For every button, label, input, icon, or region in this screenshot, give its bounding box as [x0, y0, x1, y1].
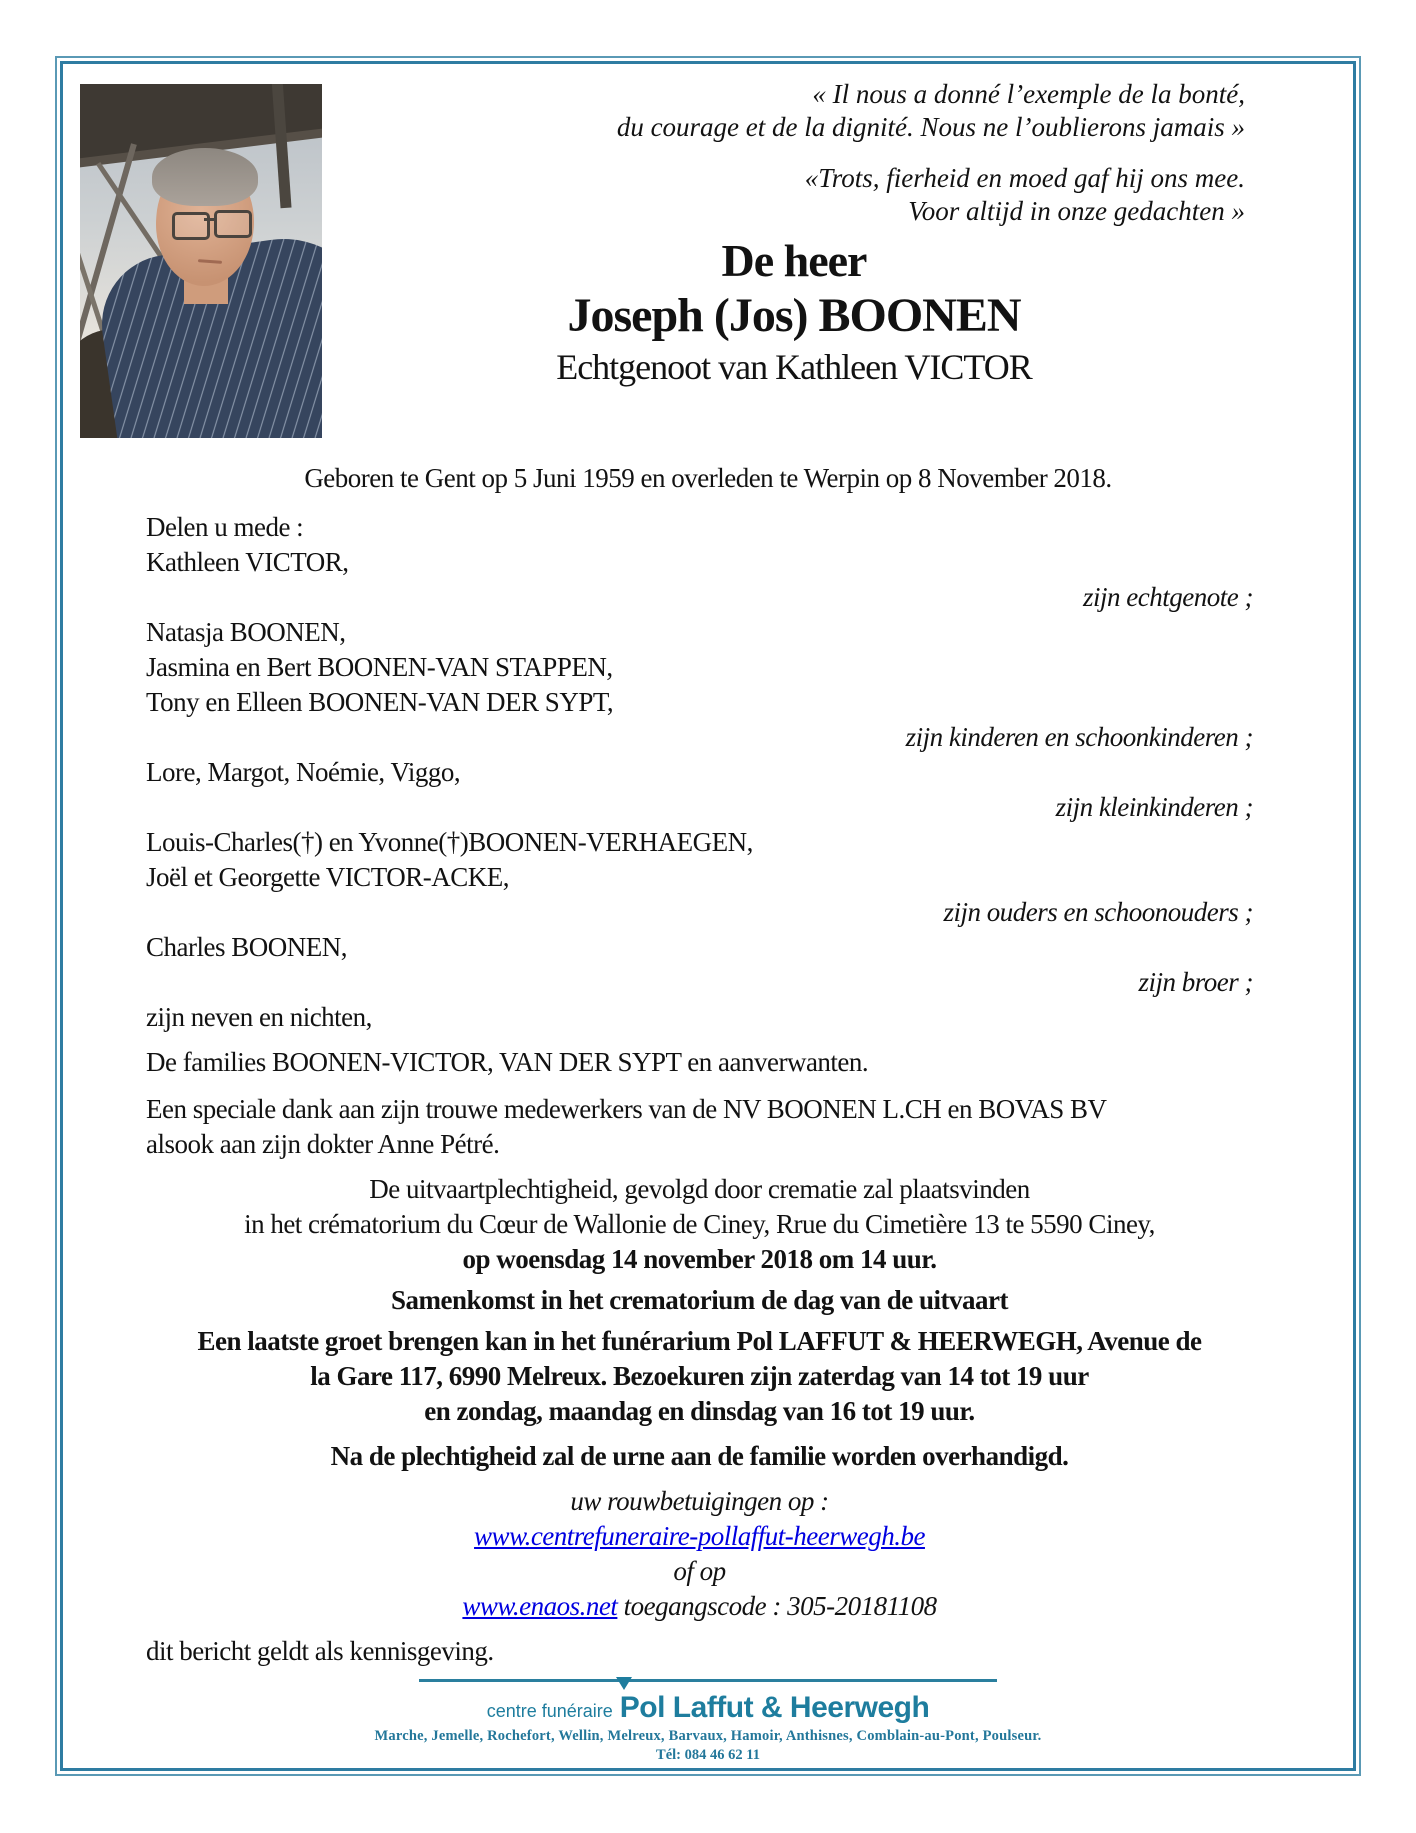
quote-dutch: [343, 162, 1245, 228]
life-dates: Geboren te Gent op 5 Juni 1959 en overleden te Werpin op 8 November 2018.: [304, 463, 1112, 493]
deceased-photo: [80, 84, 322, 438]
thanks-line2: alsook aan zijn dokter Anne Pétré.: [146, 1129, 500, 1159]
funeral-home-website-link[interactable]: www.centrefuneraire-pollaffut-heerwegh.be: [474, 1521, 925, 1551]
condolences-site1-line: [146, 1519, 1253, 1554]
relation-label: zijn echtgenote ;: [1083, 582, 1253, 612]
relation-label: zijn ouders en schoonouders ;: [943, 897, 1253, 927]
farewell-paragraph: [146, 1324, 1253, 1429]
quote-french-line2: du courage et de la dignité. Nous ne l’oublierons jamais »: [616, 112, 1245, 142]
triangle-icon: [616, 1677, 632, 1690]
family-name: Tony en Elleen BOONEN-VAN DER SYPT,: [146, 687, 614, 717]
ceremony-line2: in het crématorium du Cœur de Wallonie de Ciney, Rrue du Cimetière 13 te 5590 Ciney,: [244, 1209, 1155, 1239]
enaos-access-code: toegangscode : 305-20181108: [617, 1591, 937, 1621]
family-name: Kathleen VICTOR,: [146, 547, 349, 577]
notification-line: dit bericht geldt als kennisgeving.: [146, 1636, 494, 1666]
farewell-line2: la Gare 117, 6990 Melreux. Bezoekuren zijn zaterdag van 14 tot 19 uur: [310, 1361, 1089, 1391]
family-name: Lore, Margot, Noémie, Viggo,: [146, 757, 461, 787]
relation-label: zijn kleinkinderen ;: [1055, 792, 1253, 822]
condolences-site2-line: [146, 1589, 1253, 1624]
family-name: Natasja BOONEN,: [146, 617, 346, 647]
header-right: [343, 64, 1245, 390]
page-frame: [60, 61, 1356, 1771]
relatives-line: zijn neven en nichten,: [146, 1002, 372, 1032]
family-name: Jasmina en Bert BOONEN-VAN STAPPEN,: [146, 652, 613, 682]
farewell-line3: en zondag, maandag en dinsdag van 16 tot 19 uur.: [424, 1396, 975, 1426]
footer: [63, 1679, 1353, 1764]
farewell-line1: Een laatste groet brengen kan in het funérarium Pol LAFFUT & HEERWEGH, Avenue de: [197, 1326, 1202, 1356]
brand-prefix: centre funéraire: [486, 1701, 613, 1721]
ceremony-datetime: op woensdag 14 november 2018 om 14 uur.: [462, 1244, 937, 1274]
deceased-name: Joseph (Jos) BOONEN: [567, 289, 1021, 342]
families-line: De families BOONEN-VICTOR, VAN DER SYPT en aanverwanten.: [146, 1047, 869, 1077]
ceremony-line1: De uitvaartplechtigheid, gevolgd door crematie zal plaatsvinden: [369, 1174, 1030, 1204]
funeral-home-logo: [63, 1691, 1353, 1725]
header: [63, 64, 1353, 454]
footer-phone: Tél: 084 46 62 11: [656, 1747, 760, 1763]
brand-name-text: Pol Laffut & Heerwegh: [619, 1691, 930, 1724]
quote-dutch-line1: «Trots, fierheid en moed gaf hij ons mee.: [804, 163, 1245, 193]
spouse-line: Echtgenoot van Kathleen VICTOR: [556, 347, 1032, 387]
photo-hair-shape: [152, 148, 258, 206]
footer-locations: Marche, Jemelle, Rochefort, Wellin, Melreux, Barvaux, Hamoir, Anthisnes, Comblain-au-Pont, Poulseur.: [374, 1728, 1042, 1744]
enaos-website-link[interactable]: www.enaos.net: [462, 1591, 618, 1621]
family-name: Charles BOONEN,: [146, 932, 347, 962]
announcement-intro: Delen u mede :: [146, 512, 304, 542]
condolences-block: [146, 1484, 1253, 1624]
thanks-line1: Een speciale dank aan zijn trouwe medewerkers van de NV BOONEN L.CH en BOVAS BV: [146, 1094, 1107, 1124]
photo-glasses-lens: [214, 210, 252, 238]
quote-french-line1: « Il nous a donné l’exemple de la bonté,: [812, 79, 1245, 109]
announcement-body: [63, 510, 1353, 1669]
salutation: De heer: [721, 235, 867, 286]
relation-label: zijn broer ;: [1138, 967, 1253, 997]
condolences-connector: of op: [673, 1556, 726, 1586]
brand-name: [620, 1691, 930, 1725]
family-name: Louis-Charles(†) en Yvonne(†)BOONEN-VERHAEGEN,: [146, 827, 753, 857]
footer-divider: [419, 1679, 997, 1682]
condolences-intro: uw rouwbetuigingen op :: [570, 1486, 829, 1516]
thanks-paragraph: [146, 1092, 1253, 1162]
urn-line: Na de plechtigheid zal de urne aan de familie worden overhandigd.: [330, 1441, 1069, 1471]
family-name: Joël et Georgette VICTOR-ACKE,: [146, 862, 509, 892]
quote-french: [343, 78, 1245, 144]
photo-glasses-bridge: [204, 218, 214, 221]
gathering-line: Samenkomst in het crematorium de dag van de uitvaart: [391, 1285, 1008, 1315]
relation-label: zijn kinderen en schoonkinderen ;: [905, 722, 1253, 752]
ceremony-paragraph: [146, 1172, 1253, 1277]
quote-dutch-line2: Voor altijd in onze gedachten »: [908, 196, 1245, 226]
photo-glasses-lens: [172, 212, 210, 240]
